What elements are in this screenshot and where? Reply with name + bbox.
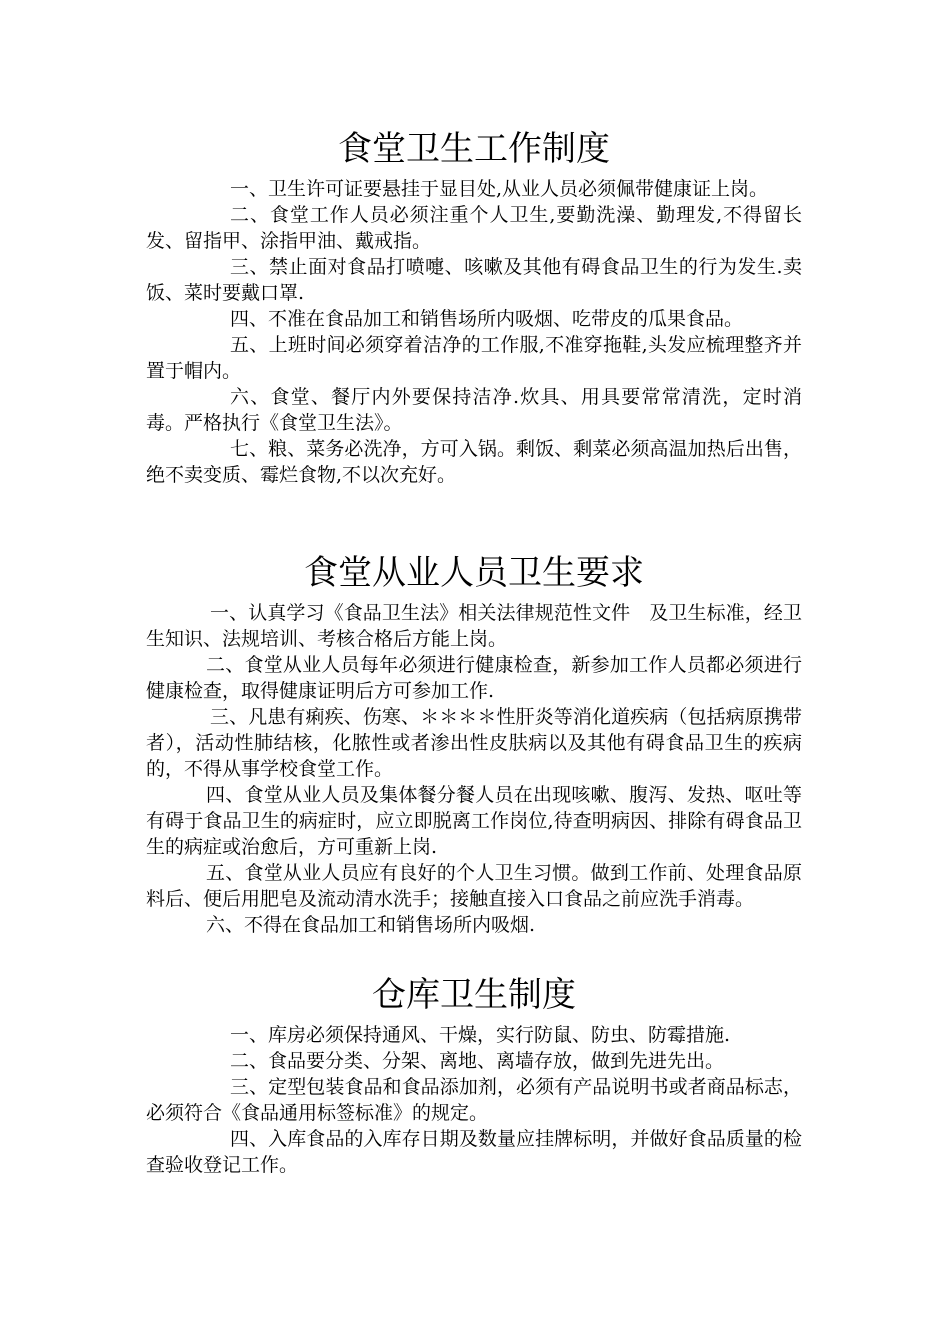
section-staff-hygiene	[146, 550, 802, 938]
section-title: 食堂从业人员卫生要求	[304, 553, 644, 593]
paragraph: 五、上班时间必须穿着洁净的工作服,不准穿拖鞋,头发应梳理整齐并置于帽内。	[146, 334, 802, 382]
paragraph: 二、食堂从业人员每年必须进行健康检查，新参加工作人员都必须进行健康检查，取得健康证明后方可参加工作.	[146, 654, 802, 702]
paragraph: 六、食堂、餐厅内外要保持洁净.炊具、用具要常常清洗，定时消毒。严格执行《食堂卫生法》。	[146, 386, 802, 434]
paragraph: 三、凡患有痢疾、伤寒、＊＊＊＊性肝炎等消化道疾病（包括病原携带者），活动性肺结核，化脓性或者渗出性皮肤病以及其他有碍食品卫生的疾病的，不得从事学校食堂工作。	[146, 706, 802, 780]
paragraph: 五、食堂从业人员应有良好的个人卫生习惯。做到工作前、处理食品原料后、便后用肥皂及流动清水洗手；接触直接入口食品之前应洗手消毒。	[146, 862, 802, 910]
section-title: 仓库卫生制度	[372, 975, 576, 1015]
paragraph: 一、卫生许可证要悬挂于显目处,从业人员必须佩带健康证上岗。	[230, 178, 769, 200]
paragraph: 三、禁止面对食品打喷嚏、咳嗽及其他有碍食品卫生的行为发生.卖饭、菜时要戴口罩.	[146, 256, 802, 304]
paragraph: 二、食品要分类、分架、离地、离墙存放，做到先进先出。	[230, 1050, 725, 1072]
section-title: 食堂卫生工作制度	[338, 129, 610, 169]
paragraph: 一、认真学习《食品卫生法》相关法律规范性文件 及卫生标准，经卫生知识、法规培训、考核合格后方能上岗。	[146, 602, 802, 650]
paragraph: 四、不准在食品加工和销售场所内吸烟、吃带皮的瓜果食品。	[230, 308, 744, 330]
paragraph: 一、库房必须保持通风、干燥，实行防鼠、防虫、防霉措施.	[230, 1024, 731, 1046]
paragraph: 四、入库食品的入库存日期及数量应挂牌标明，并做好食品质量的检查验收登记工作。	[146, 1128, 802, 1176]
paragraph: 四、食堂从业人员及集体餐分餐人员在出现咳嗽、腹泻、发热、呕吐等有碍于食品卫生的病症时，应立即脱离工作岗位,待查明病因、排除有碍食品卫生的病症或治愈后，方可重新上岗.	[146, 784, 802, 858]
paragraph: 七、粮、菜务必洗净，方可入锅。剩饭、剩菜必须高温加热后出售，绝不卖变质、霉烂食物,不以次充好。	[146, 438, 802, 486]
paragraph: 六、不得在食品加工和销售场所内吸烟.	[206, 914, 536, 936]
paragraph: 三、定型包装食品和食品添加剂，必须有产品说明书或者商品标志，必须符合《食品通用标签标准》的规定。	[146, 1076, 802, 1124]
paragraph: 二、食堂工作人员必须注重个人卫生,要勤洗澡、勤理发,不得留长发、留指甲、涂指甲油、戴戒指。	[146, 204, 802, 252]
section-warehouse-hygiene	[146, 972, 802, 1178]
section-canteen-hygiene	[146, 126, 802, 488]
